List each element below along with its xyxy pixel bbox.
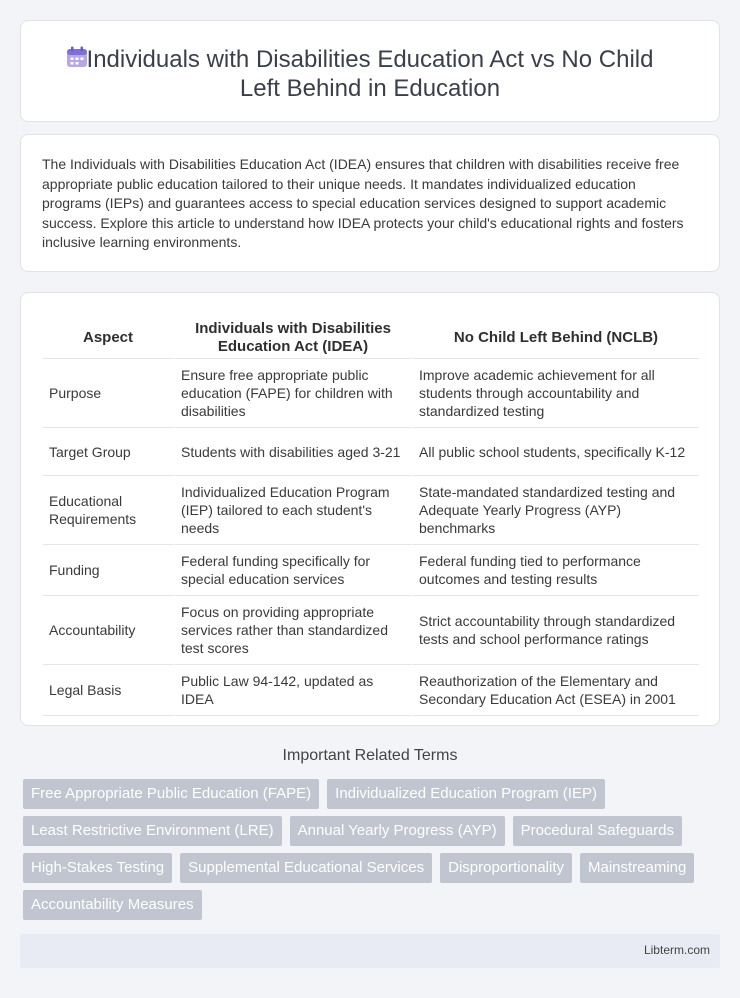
related-term-tag[interactable]: Accountability Measures xyxy=(23,890,202,920)
comparison-table-card xyxy=(20,292,720,726)
related-term-tag[interactable]: Procedural Safeguards xyxy=(513,816,682,846)
related-term-tag[interactable]: Annual Yearly Progress (AYP) xyxy=(290,816,505,846)
table-cell: Funding xyxy=(43,545,173,596)
related-term-tag[interactable]: High-Stakes Testing xyxy=(23,853,172,883)
related-term-tag[interactable]: Free Appropriate Public Education (FAPE) xyxy=(23,779,319,809)
footer-site-link[interactable]: Libterm.com xyxy=(643,943,710,957)
comparison-table xyxy=(43,315,699,716)
table-cell: Target Group xyxy=(43,428,173,476)
header-card xyxy=(20,20,720,122)
table-cell: Focus on providing appropriate services rather than standardized test scores xyxy=(173,596,411,665)
related-terms-heading: Important Related Terms xyxy=(282,747,458,764)
header-nclb: No Child Left Behind (NCLB) xyxy=(411,315,699,359)
header-aspect: Aspect xyxy=(43,315,173,359)
related-term-tag[interactable]: Mainstreaming xyxy=(580,853,694,883)
table-row xyxy=(43,665,699,716)
table-cell: Federal funding specifically for special education services xyxy=(173,545,411,596)
table-cell: Federal funding tied to performance outcomes and testing results xyxy=(411,545,699,596)
table-cell: Legal Basis xyxy=(43,665,173,716)
related-term-tag[interactable]: Supplemental Educational Services xyxy=(180,853,432,883)
intro-paragraph: The Individuals with Disabilities Education Act (IDEA) ensures that children with disabilities receive free appropriate public education tailored to their unique needs. It mandates individualized education programs (IEPs) and guarantees access to special education services designed to support academic success. Explore this article to understand how IDEA protects your child's educational rights and fosters inclusive learning environments. xyxy=(42,156,684,250)
table-cell: Individualized Education Program (IEP) tailored to each student's needs xyxy=(173,476,411,545)
table-cell: Purpose xyxy=(43,359,173,428)
table-cell: Students with disabilities aged 3-21 xyxy=(173,428,411,476)
table-row xyxy=(43,545,699,596)
table-cell: All public school students, specifically K-12 xyxy=(411,428,699,476)
table-row xyxy=(43,359,699,428)
table-cell: Strict accountability through standardized tests and school performance ratings xyxy=(411,596,699,665)
table-cell: Improve academic achievement for all students through accountability and standardized testing xyxy=(411,359,699,428)
table-row xyxy=(43,596,699,665)
intro-card xyxy=(20,134,720,272)
table-cell: Accountability xyxy=(43,596,173,665)
footer xyxy=(20,934,720,968)
related-term-tag[interactable]: Disproportionality xyxy=(440,853,572,883)
related-term-tag[interactable]: Least Restrictive Environment (LRE) xyxy=(23,816,282,846)
related-term-tag[interactable]: Individualized Education Program (IEP) xyxy=(327,779,605,809)
header-idea: Individuals with Disabilities Education Act (IDEA) xyxy=(173,315,411,359)
table-cell: Reauthorization of the Elementary and Secondary Education Act (ESEA) in 2001 xyxy=(411,665,699,716)
page-title: Individuals with Disabilities Education Act vs No Child Left Behind in Education xyxy=(86,46,654,102)
table-row xyxy=(43,428,699,476)
table-cell: Educational Requirements xyxy=(43,476,173,545)
table-cell: Public Law 94-142, updated as IDEA xyxy=(173,665,411,716)
table-cell: State-mandated standardized testing and Adequate Yearly Progress (AYP) benchmarks xyxy=(411,476,699,545)
table-header-row xyxy=(43,315,699,359)
table-cell: Ensure free appropriate public education (FAPE) for children with disabilities xyxy=(173,359,411,428)
related-terms-list xyxy=(23,779,717,920)
table-row xyxy=(43,476,699,545)
